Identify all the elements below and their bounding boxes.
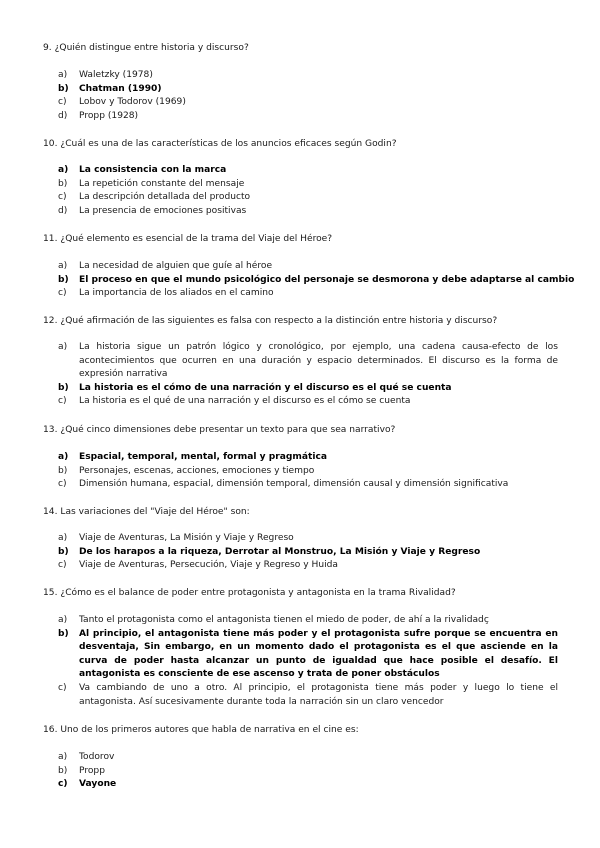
question-16 — [43, 724, 563, 738]
option-10-b: b) La repetición constante del mensaje — [58, 178, 245, 189]
options-list-14 — [58, 532, 558, 573]
question-text: ¿Qué elemento es esencial de la trama del Viaje del Héroe? — [60, 234, 333, 244]
option-10-d: d) La presencia de emociones positivas — [58, 205, 247, 216]
option-15-b-correct: b) Al principio, el antagonista tiene más poder y el protagonista sufre porque se encuentra en desventaja, Sin embargo, en un momento dado el protagonista es el que asciende en la curva de poder hasta alcanzar un punto de igualdad que hace posible el desafío. El antagonista es consciente de ese ascenso y trata de poner obstáculos — [58, 628, 558, 680]
question-14 — [43, 506, 563, 520]
option-9-b-correct: b) Chatman (1990) — [58, 83, 162, 94]
question-text: ¿Qué afirmación de las siguientes es falsa con respecto a la distinción entre historia y discurso? — [60, 316, 498, 326]
question-11 — [43, 233, 563, 247]
option-15-a: a) Tanto el protagonista como el antagonista tienen el miedo de poder, de ahí a la rivalidadç — [58, 615, 489, 625]
option-14-a: a) Viaje de Aventuras, La Misión y Viaje y Regreso — [58, 533, 294, 543]
question-text: Las variaciones del "Viaje del Héroe" son: — [60, 507, 250, 517]
options-list-10 — [58, 164, 558, 218]
options-list-15 — [58, 614, 558, 709]
option-11-b-correct: b) El proceso en que el mundo psicológico del personaje se desmorona y debe adaptarse al cambio — [58, 274, 575, 285]
question-text: Uno de los primeros autores que habla de narrativa en el cine es: — [60, 725, 359, 735]
options-list-9 — [58, 69, 558, 123]
question-number: 15. — [43, 588, 58, 598]
option-11-c: c) La importancia de los aliados en el camino — [58, 288, 274, 299]
option-16-c-correct: c) Vayone — [58, 779, 117, 790]
options-list-12 — [58, 341, 558, 409]
option-10-a-correct: a) La consistencia con la marca — [58, 165, 227, 175]
question-number: 13. — [43, 425, 58, 435]
option-13-c: c) Dimensión humana, espacial, dimensión temporal, dimensión causal y dimensión significativa — [58, 479, 509, 490]
question-10 — [43, 138, 563, 152]
question-12 — [43, 315, 563, 329]
question-13 — [43, 424, 563, 438]
question-number: 16. — [43, 725, 58, 735]
option-9-a: a) Waletzky (1978) — [58, 70, 153, 80]
question-9 — [43, 42, 563, 56]
option-12-b-correct: b) La historia es el cómo de una narración y el discurso es el qué se cuenta — [58, 382, 452, 393]
option-9-c: c) Lobov y Todorov (1969) — [58, 97, 186, 108]
option-14-c: c) Viaje de Aventuras, Persecución, Viaje y Regreso y Huida — [58, 560, 338, 571]
options-list-16 — [58, 751, 558, 792]
option-16-a: a) Todorov — [58, 752, 115, 762]
option-12-c: c) La historia es el qué de una narración y el discurso es el cómo se cuenta — [58, 396, 411, 407]
question-15 — [43, 587, 563, 601]
question-number: 14. — [43, 507, 58, 517]
option-15-c: c) Va cambiando de uno a otro. Al principio, el protagonista tiene más poder y luego lo tiene el antagonista. Así sucesivamente durante toda la narración sin un claro vencedor — [58, 682, 558, 707]
option-13-b: b) Personajes, escenas, acciones, emociones y tiempo — [58, 465, 315, 476]
options-list-13 — [58, 451, 558, 492]
option-16-b: b) Propp — [58, 765, 105, 776]
option-14-b-correct: b) De los harapos a la riqueza, Derrotar al Monstruo, La Misión y Viaje y Regreso — [58, 546, 481, 557]
question-text: ¿Cuál es una de las características de los anuncios eficaces según Godin? — [60, 139, 397, 149]
option-9-d: d) Propp (1928) — [58, 110, 139, 121]
question-number: 9. — [43, 43, 52, 53]
question-text: ¿Quién distingue entre historia y discurso? — [54, 43, 249, 53]
question-text: ¿Cómo es el balance de poder entre protagonista y antagonista en la trama Rivalidad? — [60, 588, 456, 598]
option-10-c: c) La descripción detallada del producto — [58, 192, 251, 203]
option-12-a: a) La historia sigue un patrón lógico y cronológico, por ejemplo, una cadena causa-efecto de los acontecimientos que ocurren en una duración y espacio determinados. El discurso es la forma de expresión narrativa — [58, 342, 558, 380]
options-list-11 — [58, 260, 575, 301]
question-number: 11. — [43, 234, 58, 244]
option-13-a-correct: a) Espacial, temporal, mental, formal y pragmática — [58, 452, 328, 462]
question-number: 12. — [43, 316, 58, 326]
question-text: ¿Qué cinco dimensiones debe presentar un texto para que sea narrativo? — [60, 425, 396, 435]
question-number: 10. — [43, 139, 58, 149]
option-11-a: a) La necesidad de alguien que guíe al héroe — [58, 261, 273, 271]
